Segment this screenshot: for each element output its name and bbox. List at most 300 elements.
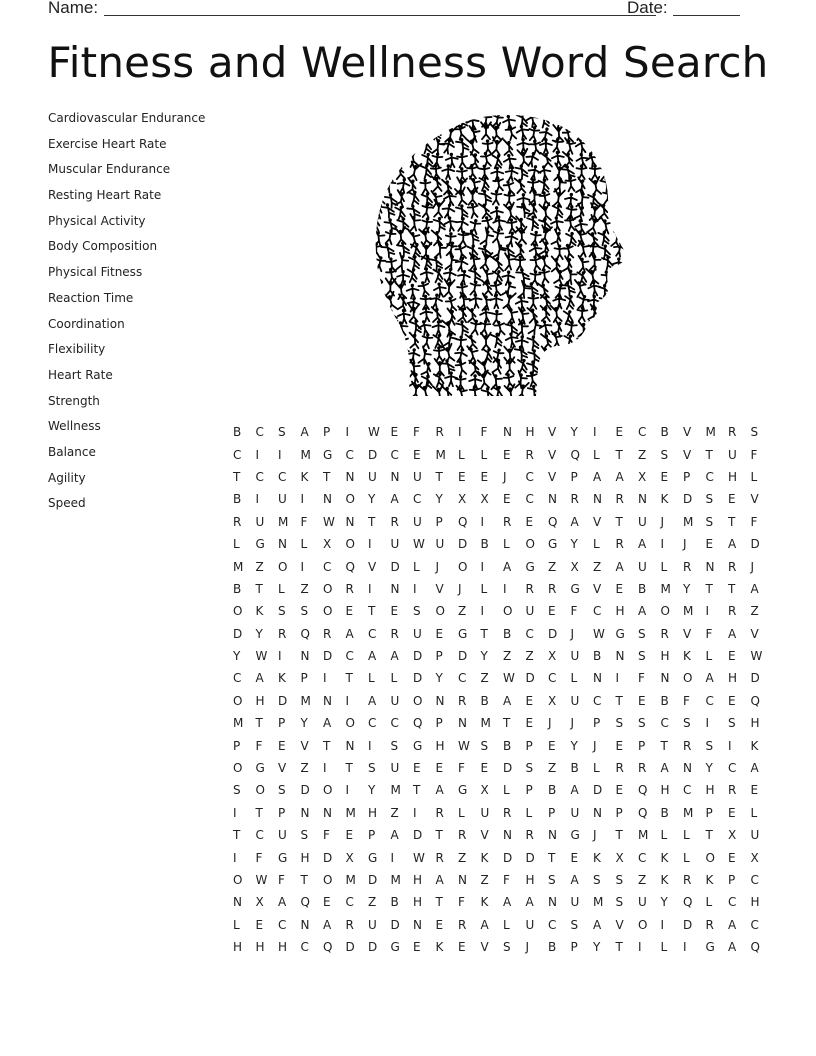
grid-letter: U <box>368 469 377 484</box>
grid-letter: U <box>255 514 265 529</box>
word-list-item: Wellness <box>48 419 101 434</box>
grid-letter: Q <box>323 940 333 955</box>
grid-letter: P <box>323 425 331 440</box>
word-list-item: Coordination <box>48 316 125 331</box>
grid-letter: P <box>435 649 443 664</box>
grid-letter: G <box>458 626 468 641</box>
grid-letter: E <box>615 738 624 753</box>
grid-letter: E <box>728 805 736 820</box>
grid-letter: I <box>278 649 282 664</box>
grid-letter: I <box>480 559 485 574</box>
grid-letter: D <box>593 783 603 798</box>
grid-letter: M <box>278 514 289 529</box>
grid-letter: X <box>728 828 737 843</box>
grid-letter: N <box>278 537 287 552</box>
grid-letter: U <box>413 626 422 641</box>
grid-letter: Z <box>255 559 264 574</box>
word-list-item: Exercise Heart Rate <box>48 136 167 151</box>
grid-letter: D <box>368 940 378 955</box>
grid-row-letters <box>233 739 773 753</box>
grid-row-letters <box>233 783 773 797</box>
grid-row <box>233 869 773 891</box>
grid-letter: P <box>705 805 713 820</box>
grid-letter: L <box>705 895 713 910</box>
grid-letter: G <box>390 940 400 955</box>
grid-letter: C <box>345 649 354 664</box>
grid-letter: R <box>435 805 444 820</box>
grid-letter: A <box>503 559 512 574</box>
grid-letter: I <box>593 425 597 440</box>
grid-letter: Q <box>548 514 558 529</box>
grid-letter: Q <box>750 693 760 708</box>
grid-letter: Y <box>300 716 308 731</box>
grid-letter: E <box>458 469 466 484</box>
grid-letter: A <box>435 783 444 798</box>
grid-letter: R <box>728 425 737 440</box>
grid-letter: T <box>345 761 353 776</box>
name-blank-line <box>104 15 656 16</box>
grid-letter: K <box>750 738 759 753</box>
grid-letter: Z <box>458 604 467 619</box>
grid-letter: S <box>480 738 489 753</box>
grid-letter: A <box>390 649 399 664</box>
grid-letter: X <box>345 850 354 865</box>
grid-row-letters <box>233 448 773 462</box>
grid-letter: R <box>458 828 467 843</box>
word-list <box>48 109 205 520</box>
grid-letter: O <box>345 537 355 552</box>
grid-letter: E <box>435 626 444 641</box>
grid-letter: H <box>615 604 625 619</box>
grid-letter: I <box>413 581 417 596</box>
grid-letter: C <box>683 783 692 798</box>
grid-letter: T <box>323 738 331 753</box>
grid-letter: C <box>255 425 264 440</box>
grid-letter: D <box>413 671 423 686</box>
grid-letter: S <box>705 738 714 753</box>
grid-letter: I <box>638 940 642 955</box>
grid-letter: N <box>323 492 332 507</box>
grid-letter: G <box>615 626 625 641</box>
grid-letter: C <box>705 693 714 708</box>
grid-letter: P <box>278 805 286 820</box>
grid-letter: R <box>683 559 692 574</box>
grid-letter: E <box>255 917 264 932</box>
grid-letter: I <box>660 537 665 552</box>
grid-letter: C <box>660 716 669 731</box>
grid-letter: N <box>615 649 625 664</box>
grid-letter: A <box>570 873 579 887</box>
word-list-item: Heart Rate <box>48 367 113 382</box>
grid-row <box>233 488 773 510</box>
grid-letter: V <box>548 425 557 440</box>
grid-letter: O <box>503 604 513 619</box>
grid-letter: R <box>615 761 624 776</box>
grid-letter: N <box>413 917 422 932</box>
grid-letter: A <box>525 895 534 910</box>
grid-letter: M <box>593 895 604 910</box>
grid-letter: H <box>368 805 378 820</box>
grid-row-letters <box>233 492 773 506</box>
grid-letter: K <box>278 671 286 686</box>
grid-letter: U <box>390 537 400 552</box>
grid-letter: C <box>345 447 354 462</box>
grid-letter: E <box>728 492 736 507</box>
grid-letter: W <box>593 626 605 641</box>
grid-letter: N <box>683 761 692 776</box>
grid-letter: M <box>683 805 694 820</box>
grid-letter: L <box>750 469 758 484</box>
grid-letter: O <box>323 581 333 596</box>
grid-letter: U <box>278 828 287 843</box>
grid-letter: I <box>615 671 620 686</box>
grid-letter: J <box>458 581 462 596</box>
grid-letter: V <box>615 917 624 932</box>
grid-letter: C <box>323 559 332 574</box>
grid-letter: A <box>615 469 624 484</box>
grid-letter: U <box>525 917 535 932</box>
grid-letter: T <box>368 604 376 619</box>
grid-letter: T <box>345 671 353 686</box>
grid-letter: A <box>638 604 647 619</box>
grid-letter: P <box>435 514 443 529</box>
grid-letter: T <box>323 469 331 484</box>
grid-letter: S <box>300 604 309 619</box>
grid-letter: T <box>728 581 736 596</box>
grid-letter: T <box>615 940 623 955</box>
grid-letter: U <box>413 469 422 484</box>
grid-letter: D <box>345 940 355 955</box>
grid-letter: T <box>255 805 263 820</box>
grid-letter: G <box>458 783 468 798</box>
grid-row-letters <box>233 604 773 618</box>
grid-letter: I <box>705 604 710 619</box>
grid-letter: R <box>548 581 557 596</box>
grid-row-letters <box>233 425 773 439</box>
grid-letter: F <box>255 738 263 753</box>
grid-letter: A <box>390 492 399 507</box>
grid-letter: E <box>548 604 556 619</box>
grid-letter: J <box>593 828 597 843</box>
grid-letter: F <box>638 671 645 686</box>
grid-letter: X <box>638 469 647 484</box>
grid-letter: G <box>278 850 288 865</box>
grid-letter: E <box>390 425 399 440</box>
grid-letter: H <box>728 671 738 686</box>
grid-letter: S <box>705 514 714 529</box>
grid-letter: T <box>728 514 736 529</box>
grid-letter: E <box>480 761 489 776</box>
grid-letter: O <box>323 783 333 798</box>
word-list-item: Muscular Endurance <box>48 162 171 177</box>
grid-letter: M <box>300 693 311 708</box>
grid-letter: U <box>638 895 647 910</box>
grid-letter: H <box>705 783 715 798</box>
grid-letter: U <box>570 895 580 910</box>
grid-letter: C <box>278 469 287 484</box>
grid-letter: D <box>390 917 400 932</box>
grid-letter: N <box>593 492 602 507</box>
grid-letter: B <box>233 492 242 507</box>
grid-letter: S <box>638 716 646 731</box>
grid-letter: Y <box>435 492 443 507</box>
grid-letter: R <box>323 626 332 641</box>
grid-letter: P <box>728 873 736 887</box>
grid-letter: O <box>233 693 243 708</box>
grid-letter: C <box>705 469 714 484</box>
grid-letter: A <box>593 469 602 484</box>
grid-letter: U <box>368 917 377 932</box>
grid-letter: L <box>503 917 510 932</box>
grid-letter: V <box>593 581 602 596</box>
grid-letter: W <box>255 873 268 887</box>
grid-letter: K <box>660 873 669 887</box>
grid-letter: Q <box>570 447 580 462</box>
grid-letter: T <box>480 626 488 641</box>
grid-row <box>233 511 773 533</box>
grid-letter: C <box>638 425 647 440</box>
grid-letter: Z <box>458 850 467 865</box>
grid-letter: F <box>255 850 263 865</box>
grid-letter: L <box>683 850 690 865</box>
grid-letter: C <box>278 917 287 932</box>
grid-letter: M <box>660 581 671 596</box>
grid-letter: R <box>435 850 444 865</box>
grid-letter: E <box>750 783 759 798</box>
grid-letter: P <box>548 805 556 820</box>
grid-letter: G <box>255 761 265 776</box>
grid-row-letters <box>233 515 773 529</box>
grid-letter: F <box>570 604 578 619</box>
grid-letter: A <box>615 559 624 574</box>
grid-letter: Q <box>683 895 693 910</box>
grid-letter: L <box>503 783 510 798</box>
grid-letter: B <box>660 805 669 820</box>
grid-letter: P <box>683 469 691 484</box>
grid-row-letters <box>233 761 773 775</box>
word-list-item: Strength <box>48 393 100 408</box>
grid-letter: I <box>480 604 485 619</box>
grid-letter: E <box>345 604 354 619</box>
grid-letter: D <box>368 873 378 887</box>
grid-letter: I <box>300 492 305 507</box>
grid-letter: S <box>593 873 601 887</box>
grid-letter: O <box>278 559 288 574</box>
grid-letter: W <box>458 738 470 753</box>
grid-row-letters <box>233 940 773 954</box>
grid-letter: C <box>750 873 759 887</box>
grid-row <box>233 914 773 936</box>
grid-letter: R <box>345 581 354 596</box>
grid-letter: E <box>705 537 714 552</box>
grid-letter: L <box>525 805 533 820</box>
grid-letter: S <box>615 873 624 887</box>
grid-letter: I <box>255 447 260 462</box>
grid-letter: M <box>390 873 401 887</box>
grid-letter: A <box>368 693 377 708</box>
word-list-item: Flexibility <box>48 342 106 357</box>
grid-letter: R <box>615 537 624 552</box>
grid-letter: O <box>413 693 423 708</box>
grid-letter: A <box>278 895 287 910</box>
grid-letter: D <box>525 671 535 686</box>
grid-letter: Y <box>683 581 691 596</box>
grid-letter: L <box>368 671 375 686</box>
grid-letter: Y <box>660 895 668 910</box>
grid-letter: H <box>525 425 535 440</box>
grid-letter: M <box>435 447 446 462</box>
grid-letter: S <box>615 895 624 910</box>
grid-letter: N <box>300 805 310 820</box>
grid-letter: T <box>435 828 443 843</box>
grid-letter: A <box>750 581 759 596</box>
grid-letter: A <box>728 537 737 552</box>
grid-letter: I <box>323 761 327 776</box>
grid-letter: P <box>278 716 286 731</box>
grid-letter: V <box>278 761 287 776</box>
grid-row <box>233 555 773 577</box>
letter-grid <box>233 421 773 958</box>
grid-letter: P <box>368 828 376 843</box>
grid-letter: I <box>480 514 485 529</box>
grid-letter: E <box>615 425 624 440</box>
name-label: Name: <box>48 0 99 17</box>
word-list-item: Cardiovascular Endurance <box>48 111 206 125</box>
grid-letter: H <box>255 940 265 955</box>
grid-letter: T <box>548 850 556 865</box>
grid-letter: E <box>503 492 511 507</box>
grid-letter: L <box>660 559 668 574</box>
grid-letter: S <box>705 492 714 507</box>
grid-letter: B <box>233 581 242 596</box>
grid-letter: L <box>683 828 690 843</box>
grid-letter: D <box>750 671 760 686</box>
grid-letter: R <box>233 514 242 529</box>
grid-letter: V <box>750 626 759 641</box>
grid-letter: D <box>525 850 535 865</box>
grid-letter: D <box>750 537 760 552</box>
word-list-item: Speed <box>48 496 86 511</box>
grid-letter: H <box>660 649 670 664</box>
grid-letter: Y <box>255 626 263 641</box>
grid-row-letters <box>233 851 773 865</box>
date-label: Date: <box>627 0 668 17</box>
grid-letter: N <box>345 514 355 529</box>
grid-letter: S <box>683 716 691 731</box>
grid-letter: O <box>323 604 333 619</box>
grid-letter: V <box>683 447 692 462</box>
grid-letter: C <box>638 850 647 865</box>
grid-letter: T <box>300 873 308 887</box>
grid-letter: L <box>413 559 420 574</box>
grid-row <box>233 623 773 645</box>
grid-letter: R <box>683 738 692 753</box>
grid-letter: O <box>705 850 715 865</box>
grid-letter: S <box>413 604 421 619</box>
grid-letter: J <box>570 626 575 641</box>
grid-row <box>233 846 773 868</box>
grid-letter: V <box>368 559 377 574</box>
grid-letter: C <box>458 671 467 686</box>
grid-letter: B <box>390 895 399 910</box>
grid-letter: F <box>503 873 510 887</box>
grid-letter: U <box>638 559 647 574</box>
grid-letter: J <box>435 559 440 574</box>
grid-letter: M <box>683 514 694 529</box>
grid-letter: R <box>615 492 624 507</box>
grid-letter: S <box>300 828 309 843</box>
grid-letter: S <box>390 738 399 753</box>
grid-letter: C <box>525 626 534 641</box>
grid-letter: L <box>660 940 668 955</box>
grid-letter: L <box>480 581 488 596</box>
grid-letter: A <box>255 671 264 686</box>
grid-letter: Z <box>368 895 377 910</box>
word-list-item: Agility <box>48 470 86 485</box>
grid-letter: W <box>503 671 515 686</box>
grid-letter: H <box>300 850 310 865</box>
grid-letter: A <box>638 537 647 552</box>
grid-letter: K <box>480 895 489 910</box>
grid-row-letters <box>233 806 773 820</box>
grid-letter: L <box>390 671 398 686</box>
grid-letter: R <box>728 559 737 574</box>
grid-letter: D <box>458 537 468 552</box>
grid-letter: H <box>525 873 535 887</box>
grid-letter: N <box>548 828 557 843</box>
grid-letter: I <box>345 425 350 440</box>
grid-letter: T <box>368 514 376 529</box>
grid-row-letters <box>233 895 773 909</box>
grid-letter: U <box>390 693 400 708</box>
grid-letter: Y <box>368 492 376 507</box>
grid-letter: Z <box>480 873 489 887</box>
grid-letter: A <box>323 716 332 731</box>
grid-letter: H <box>233 940 243 955</box>
grid-letter: R <box>728 783 737 798</box>
grid-letter: B <box>480 537 489 552</box>
grid-row <box>233 936 773 958</box>
grid-letter: H <box>750 716 760 731</box>
grid-letter: F <box>323 828 330 843</box>
grid-letter: E <box>525 693 534 708</box>
grid-letter: M <box>683 604 694 619</box>
grid-letter: E <box>503 447 511 462</box>
grid-letter: P <box>570 469 578 484</box>
grid-letter: R <box>570 492 579 507</box>
grid-letter: K <box>683 649 691 664</box>
grid-letter: Q <box>300 895 310 910</box>
grid-letter: Y <box>593 940 601 955</box>
grid-row <box>233 443 773 465</box>
grid-letter: I <box>683 940 687 955</box>
grid-letter: A <box>323 917 332 932</box>
grid-letter: K <box>593 850 601 865</box>
grid-letter: J <box>660 514 665 529</box>
grid-letter: S <box>278 783 286 798</box>
grid-letter: O <box>345 716 355 731</box>
grid-letter: F <box>300 514 308 529</box>
grid-letter: C <box>593 604 602 619</box>
grid-letter: Z <box>480 671 489 686</box>
grid-letter: F <box>278 873 285 887</box>
grid-letter: U <box>435 537 445 552</box>
grid-letter: S <box>548 873 556 887</box>
grid-letter: H <box>278 940 288 955</box>
grid-letter: J <box>683 537 687 552</box>
grid-letter: L <box>705 649 713 664</box>
grid-letter: R <box>638 761 647 776</box>
